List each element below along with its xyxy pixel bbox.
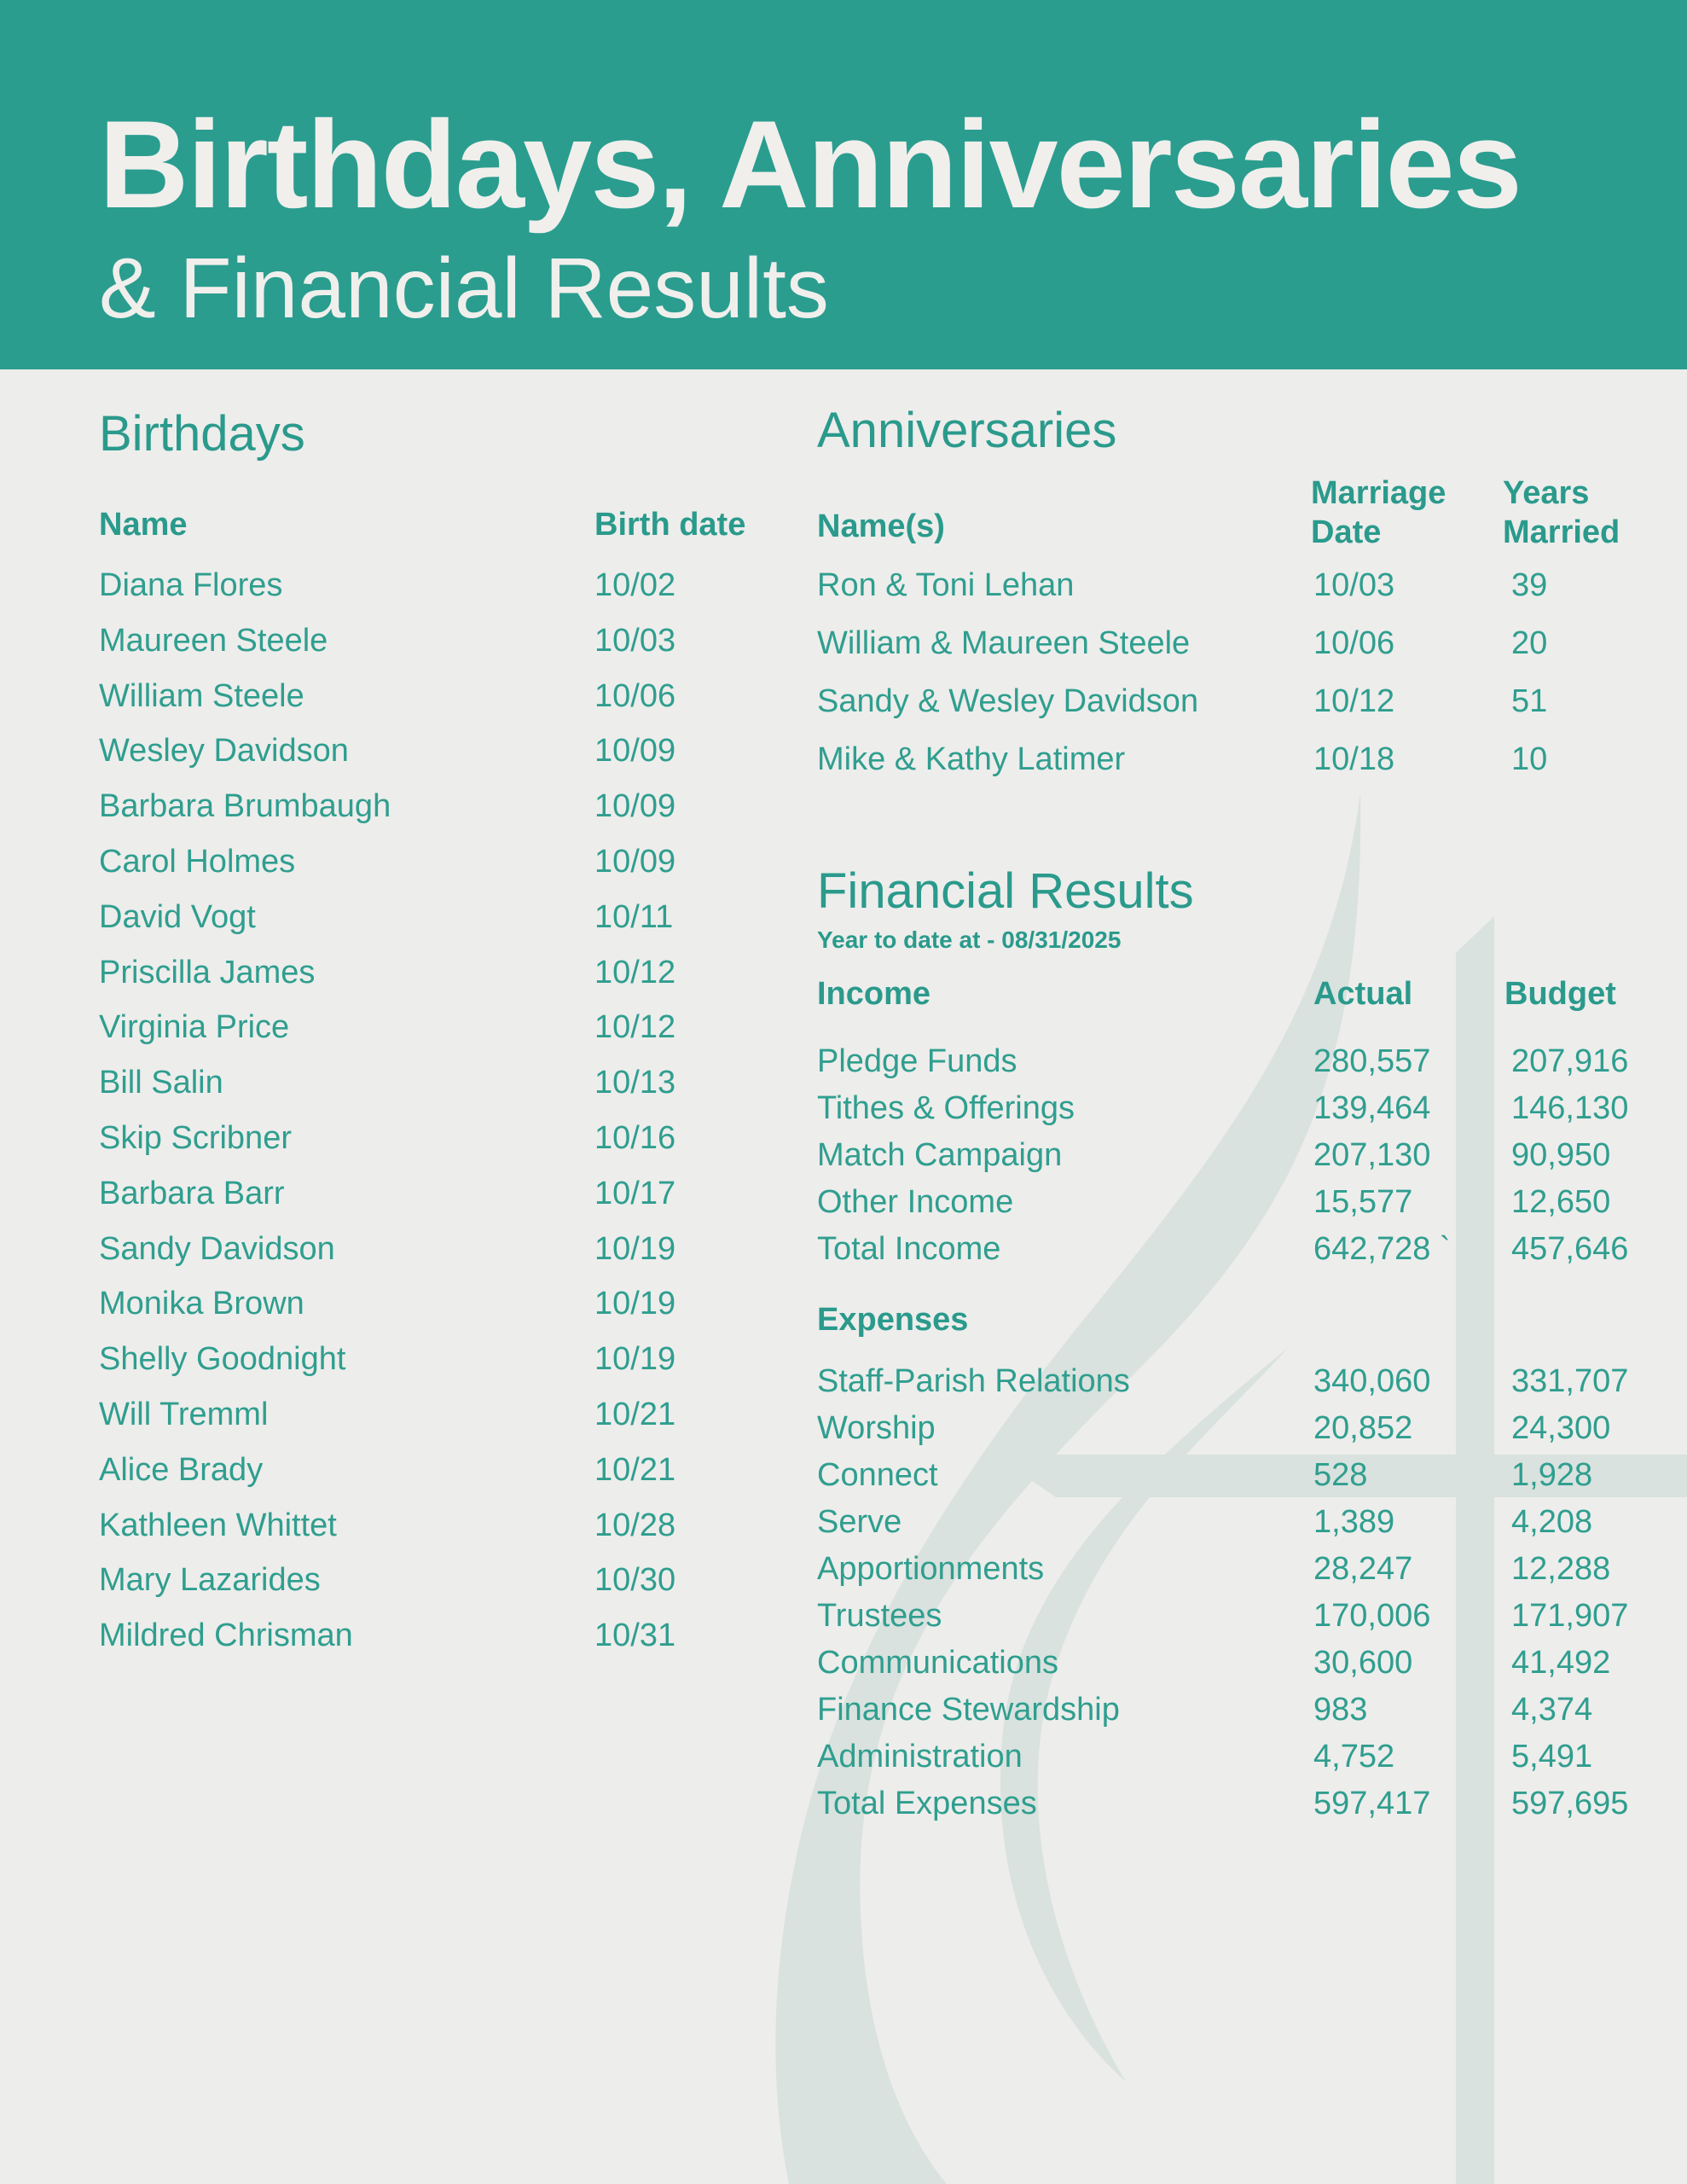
birthday-date: 10/19: [594, 1286, 676, 1322]
expenses-label: Expenses: [817, 1302, 969, 1338]
anniversary-years: 10: [1511, 741, 1548, 777]
col-years-line1: Years: [1503, 475, 1590, 511]
expense-row-label: Trustees: [817, 1598, 942, 1634]
birthday-date: 10/16: [594, 1120, 676, 1156]
expense-row-actual: 528: [1313, 1457, 1368, 1493]
expense-row-budget: 4,374: [1511, 1692, 1593, 1728]
birthday-name: Sandy Davidson: [99, 1230, 335, 1267]
birthday-date: 10/28: [594, 1507, 676, 1543]
expense-row-label: Serve: [817, 1504, 902, 1540]
income-row-actual: 139,464: [1313, 1090, 1431, 1126]
birthday-date: 10/19: [594, 1230, 676, 1267]
financial-subtitle: Year to date at - 08/31/2025: [817, 926, 1122, 953]
birthdays-col-date: Birth date: [594, 507, 746, 543]
anniversary-years: 39: [1511, 567, 1548, 603]
anniversary-date: 10/12: [1313, 683, 1395, 719]
anniversaries-title: Anniversaries: [817, 403, 1117, 458]
birthday-date: 10/21: [594, 1451, 676, 1488]
birthday-date: 10/30: [594, 1562, 676, 1599]
birthday-date: 10/09: [594, 733, 676, 770]
expense-row-label: Finance Stewardship: [817, 1692, 1120, 1728]
income-row-label: Other Income: [817, 1184, 1014, 1220]
anniversary-date: 10/03: [1313, 567, 1395, 603]
expense-row-budget: 331,707: [1511, 1363, 1629, 1399]
expense-row-budget: 1,928: [1511, 1457, 1593, 1493]
expense-row-label: Communications: [817, 1645, 1058, 1681]
col-years-line2: Married: [1503, 514, 1620, 550]
birthday-name: David Vogt: [99, 898, 256, 935]
expense-row-actual: 28,247: [1313, 1551, 1413, 1587]
expense-row-label: Total Expenses: [817, 1786, 1037, 1821]
anniversaries-col-years: [1503, 473, 1620, 552]
birthday-date: 10/09: [594, 844, 676, 880]
col-actual: Actual: [1313, 976, 1413, 1012]
birthday-name: Kathleen Whittet: [99, 1507, 337, 1543]
birthday-name: Mary Lazarides: [99, 1562, 321, 1599]
birthday-name: Diana Flores: [99, 567, 283, 603]
birthday-date: 10/03: [594, 622, 676, 659]
income-row-label: Pledge Funds: [817, 1043, 1017, 1079]
birthday-date: 10/17: [594, 1175, 676, 1211]
expense-row-actual: 20,852: [1313, 1410, 1413, 1446]
anniversary-years: 51: [1511, 683, 1548, 719]
anniversary-names: Ron & Toni Lehan: [817, 567, 1075, 603]
col-date-line2: Date: [1311, 514, 1382, 550]
income-row-label: Tithes & Offerings: [817, 1090, 1075, 1126]
income-label: Income: [817, 976, 931, 1012]
income-row-actual: 207,130: [1313, 1137, 1431, 1173]
expense-row-actual: 170,006: [1313, 1598, 1431, 1634]
birthdays-title: Birthdays: [99, 406, 305, 462]
birthday-date: 10/19: [594, 1341, 676, 1378]
birthday-name: Shelly Goodnight: [99, 1341, 346, 1378]
birthday-date: 10/31: [594, 1618, 676, 1654]
expense-row-budget: 597,695: [1511, 1786, 1629, 1821]
expense-row-label: Administration: [817, 1739, 1023, 1774]
income-row-actual: 15,577: [1313, 1184, 1413, 1220]
birthday-name: Mildred Chrisman: [99, 1618, 353, 1654]
expense-row-actual: 4,752: [1313, 1739, 1395, 1774]
birthday-name: Wesley Davidson: [99, 733, 349, 770]
birthday-name: Priscilla James: [99, 954, 316, 990]
income-row-budget: 146,130: [1511, 1090, 1629, 1126]
birthday-name: Maureen Steele: [99, 622, 328, 659]
income-row-budget: 12,650: [1511, 1184, 1611, 1220]
birthday-date: 10/21: [594, 1397, 676, 1432]
birthday-name: Alice Brady: [99, 1451, 264, 1488]
anniversary-names: William & Maureen Steele: [817, 625, 1191, 661]
birthday-name: William Steele: [99, 677, 304, 714]
birthday-name: Monika Brown: [99, 1286, 304, 1322]
anniversary-years: 20: [1511, 625, 1548, 661]
birthday-date: 10/06: [594, 677, 676, 714]
expense-row-budget: 41,492: [1511, 1645, 1611, 1681]
expense-row-actual: 1,389: [1313, 1504, 1395, 1540]
birthdays-col-name: Name: [99, 507, 188, 543]
birthday-date: 10/12: [594, 954, 676, 990]
expense-row-label: Worship: [817, 1410, 936, 1446]
birthday-date: 10/13: [594, 1065, 676, 1101]
birthday-date: 10/12: [594, 1009, 676, 1046]
anniversary-date: 10/18: [1313, 741, 1395, 777]
birthday-date: 10/02: [594, 567, 676, 603]
expense-row-budget: 4,208: [1511, 1504, 1593, 1540]
col-budget: Budget: [1504, 976, 1616, 1012]
income-row-budget: 90,950: [1511, 1137, 1611, 1173]
income-row-budget: 207,916: [1511, 1043, 1629, 1079]
expense-row-budget: 12,288: [1511, 1551, 1611, 1587]
anniversary-date: 10/06: [1313, 625, 1395, 661]
birthday-date: 10/09: [594, 788, 676, 825]
page-title: Birthdays, Anniversaries: [99, 95, 1521, 234]
birthday-name: Barbara Barr: [99, 1175, 285, 1211]
expense-row-actual: 30,600: [1313, 1645, 1413, 1681]
expense-row-budget: 24,300: [1511, 1410, 1611, 1446]
expense-row-label: Connect: [817, 1457, 938, 1493]
birthday-date: 10/11: [594, 898, 674, 935]
expense-row-budget: 171,907: [1511, 1598, 1629, 1634]
income-row-actual: 280,557: [1313, 1043, 1431, 1079]
anniversary-names: Mike & Kathy Latimer: [817, 741, 1126, 777]
birthday-name: Bill Salin: [99, 1065, 223, 1101]
anniversaries-col-date: [1311, 473, 1446, 552]
birthday-name: Barbara Brumbaugh: [99, 788, 391, 825]
birthday-name: Carol Holmes: [99, 844, 296, 880]
expense-row-actual: 340,060: [1313, 1363, 1431, 1399]
birthday-name: Skip Scribner: [99, 1120, 292, 1156]
anniversary-names: Sandy & Wesley Davidson: [817, 683, 1199, 719]
income-row-label: Total Income: [817, 1231, 1001, 1267]
expense-row-label: Staff-Parish Relations: [817, 1363, 1130, 1399]
expense-row-actual: 597,417: [1313, 1786, 1431, 1821]
birthday-name: Virginia Price: [99, 1009, 290, 1046]
expense-row-budget: 5,491: [1511, 1739, 1593, 1774]
expense-row-label: Apportionments: [817, 1551, 1045, 1587]
income-row-budget: 457,646: [1511, 1231, 1629, 1267]
income-row-label: Match Campaign: [817, 1137, 1063, 1173]
page-subtitle: & Financial Results: [99, 241, 829, 336]
expense-row-actual: 983: [1313, 1692, 1368, 1728]
birthday-name: Will Tremml: [99, 1397, 269, 1432]
financial-title: Financial Results: [817, 863, 1194, 919]
income-row-actual: 642,728 `: [1313, 1231, 1451, 1267]
anniversaries-col-names: Name(s): [817, 508, 945, 544]
col-date-line1: Marriage: [1311, 475, 1446, 511]
